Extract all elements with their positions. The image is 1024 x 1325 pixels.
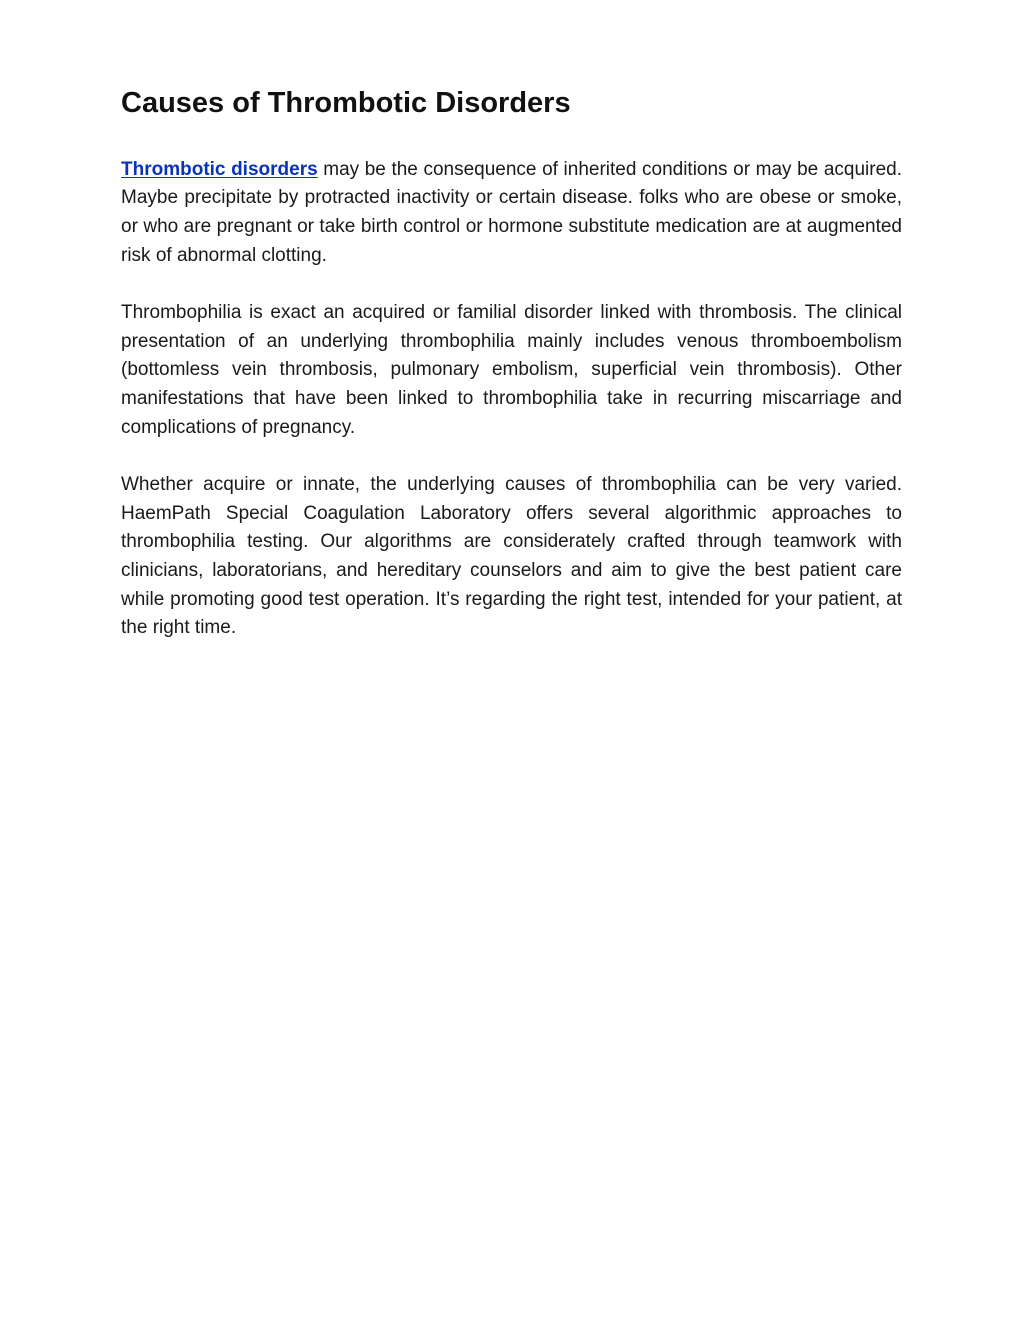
paragraph-2: Thrombophilia is exact an acquired or familial disorder linked with thrombosis. The clinical presentation of an underlying thrombophilia mainly includes venous thromboembolism (bottomless vein thrombosis, pulmonary embolism, superficial vein thrombosis). Other manifestations that have been linked to thrombophilia take in recurring miscarriage and complications of pregnancy.	[121, 302, 902, 438]
document-title: Causes of Thrombotic Disorders	[121, 87, 571, 119]
paragraph-1	[121, 156, 902, 270]
paragraph-3: Whether acquire or innate, the underlying causes of thrombophilia can be very varied. HaemPath Special Coagulation Laboratory offers several algorithmic approaches to thrombophilia testing. Our algorithms are considerately crafted through teamwork with clinicians, laboratorians, and hereditary counselors and aim to give the best patient care while promoting good test operation. It’s regarding the right test, intended for your patient, at the right time.	[121, 474, 902, 639]
document-page	[121, 86, 902, 643]
paragraph-1-text: may be the consequence of inherited conditions or may be acquired. Maybe precipitate by protracted inactivity or certain disease. folks who are obese or smoke, or who are pregnant or take birth control or hormone substitute medication are at augmented risk of abnormal clotting.	[121, 158, 902, 266]
thrombotic-disorders-link[interactable]: Thrombotic disorders	[121, 158, 318, 180]
